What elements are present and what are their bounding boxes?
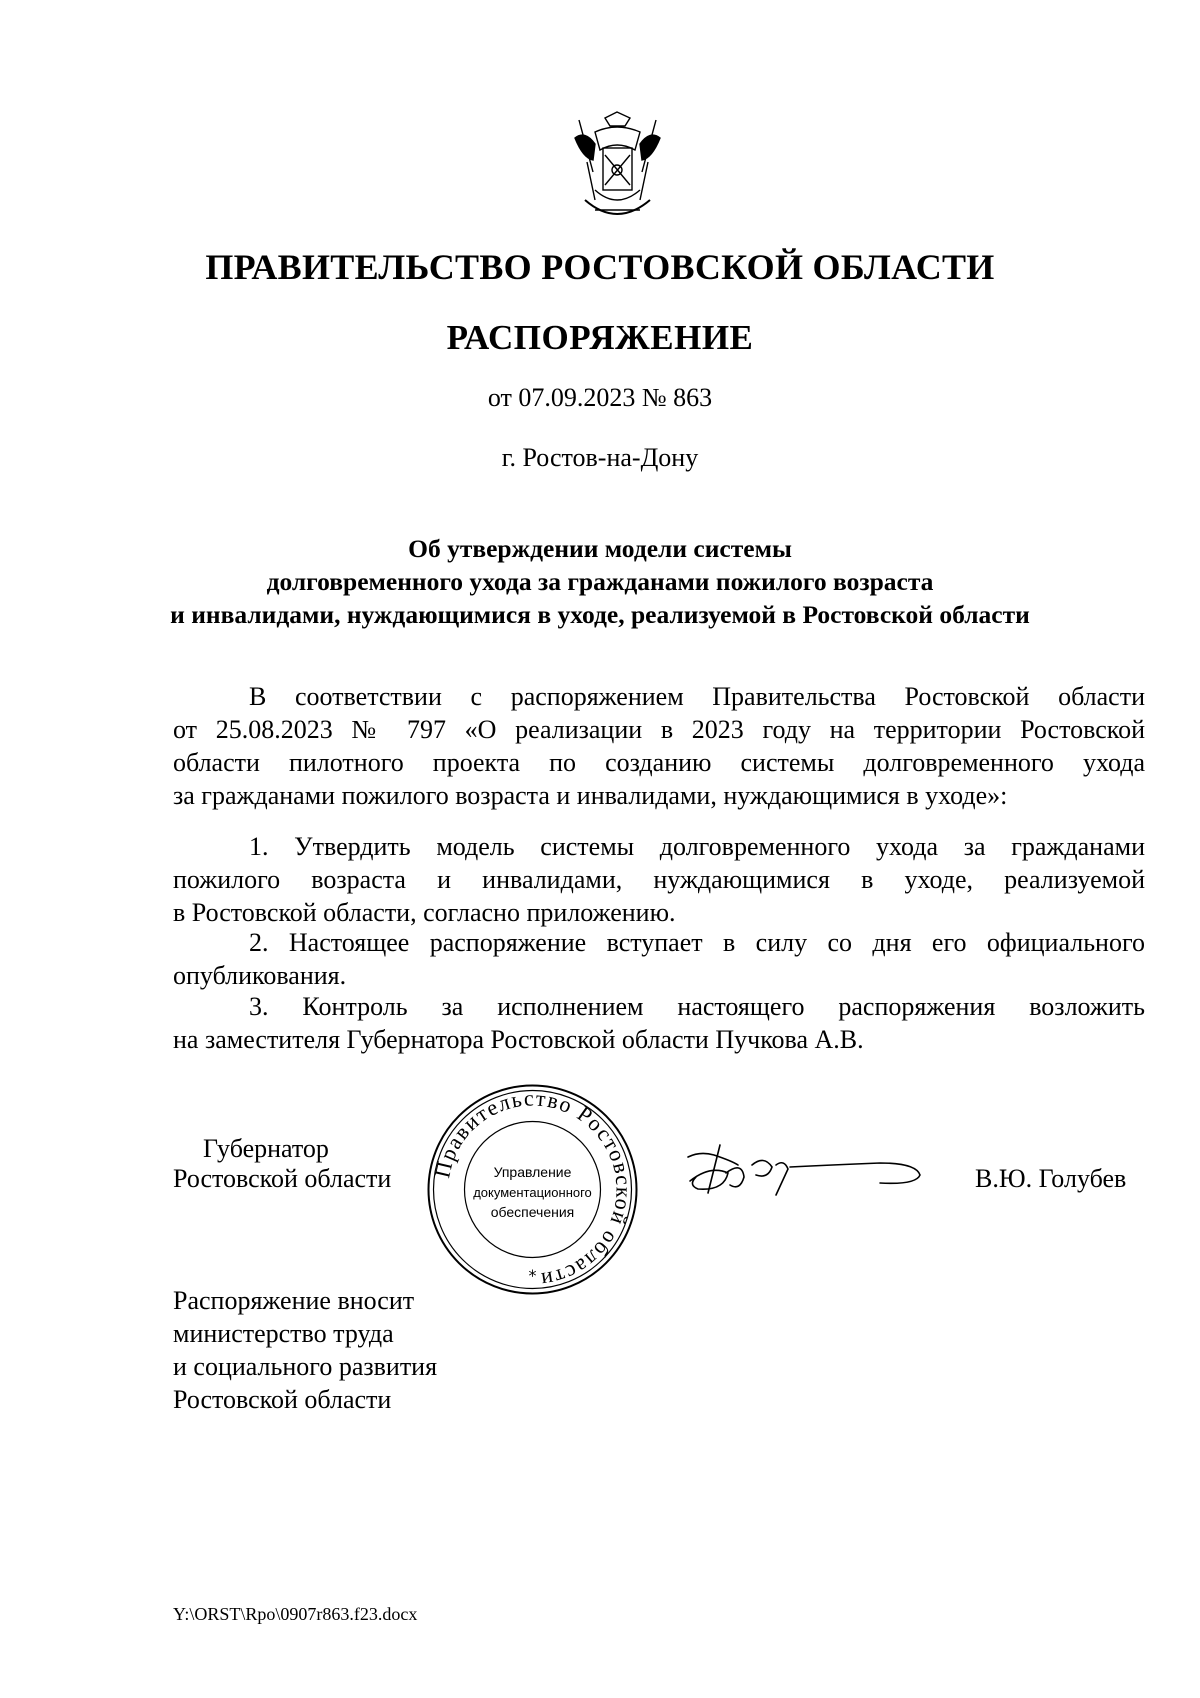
document-city: г. Ростов-на-Дону [501,443,699,472]
item-line: 1. Утвердить модель системы долговременного ухода за гражданами [249,832,1145,861]
preamble-paragraph [173,680,1145,812]
submitted-by-block [173,1284,437,1416]
item-3-paragraph [173,990,1145,1056]
preamble-line: за гражданами пожилого возраста и инвалидами, нуждающимися в уходе»: [173,781,1008,810]
subject-line: Об утверждении модели системы [408,534,792,563]
document-subject [0,532,1200,631]
stamp-inner-line3: обеспечения [490,1204,575,1220]
document-date-number: от 07.09.2023 № 863 [487,383,713,412]
item-line: 2. Настоящее распоряжение вступает в силу со дня его официального [249,928,1145,957]
document-type: РАСПОРЯЖЕНИЕ [446,318,754,357]
item-line: на заместителя Губернатора Ростовской области Пучкова А.В. [173,1025,864,1054]
preamble-line: от 25.08.2023 № 797 «О реализации в 2023 году на территории Ростовской [173,715,1145,744]
footer-file-path: Y:\ORST\Rpo\0907r863.f23.docx [173,1604,418,1624]
submitted-by-line: Распоряжение вносит [173,1286,415,1315]
signatory-title-line2: Ростовской области [173,1164,392,1193]
submitted-by-line: Ростовской области [173,1385,392,1414]
item-1-paragraph [173,830,1145,929]
coat-of-arms-emblem [565,110,670,230]
stamp-star: * [528,1266,537,1285]
preamble-line: В соответствии с распоряжением Правительства Ростовской области [249,682,1145,711]
organization-title: ПРАВИТЕЛЬСТВО РОСТОВСКОЙ ОБЛАСТИ [205,247,995,287]
item-line: пожилого возраста и инвалидами, нуждающимися в уходе, реализуемой [173,865,1145,894]
signatory-title-line1: Губернатор [203,1134,329,1163]
stamp-outer-text: Правительство Ростовской области [429,1085,637,1294]
official-seal-stamp [425,1082,640,1297]
item-2-paragraph [173,926,1145,992]
submitted-by-line: и социального развития [173,1352,438,1381]
stamp-inner-line1: Управление [493,1164,572,1180]
handwritten-signature [680,1135,930,1215]
item-line: 3. Контроль за исполнением настоящего распоряжения возложить [249,992,1145,1021]
preamble-line: области пилотного проекта по созданию системы долговременного ухода [173,748,1145,777]
stamp-inner-line2: документационного [473,1185,592,1200]
submitted-by-line: министерство труда [173,1319,394,1348]
subject-line: долговременного ухода за гражданами пожилого возраста [266,567,934,596]
subject-line: и инвалидами, нуждающимися в уходе, реализуемой в Ростовской области [170,600,1030,629]
item-line: опубликования. [173,961,347,990]
item-line: в Ростовской области, согласно приложению. [173,898,676,927]
signatory-name: В.Ю. Голубев [975,1164,1127,1193]
